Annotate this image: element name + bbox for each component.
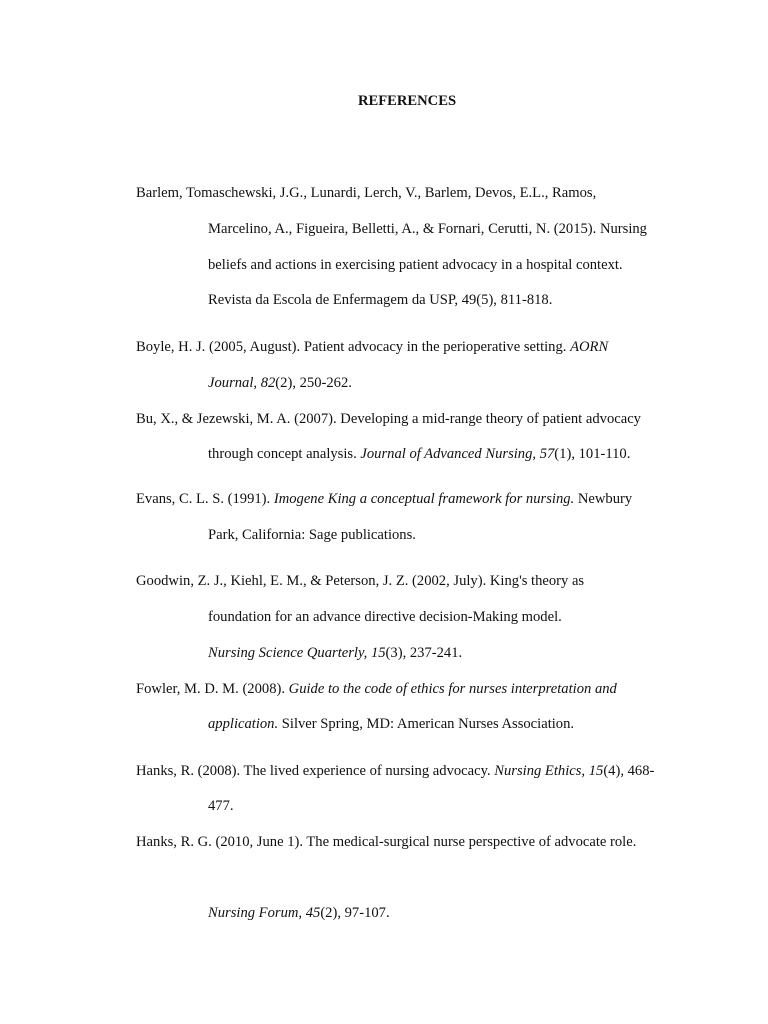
reference-line xyxy=(208,256,623,274)
reference-text: foundation for an advance directive decision-Making model. xyxy=(208,609,562,625)
reference-line xyxy=(136,762,654,780)
reference-text: Goodwin, Z. J., Kiehl, E. M., & Peterson, J. Z. (2002, July). King's theory as xyxy=(136,573,585,589)
reference-text: Bu, X., & Jezewski, M. A. (2007). Developing a mid-range theory of patient advocacy xyxy=(136,411,641,427)
reference-line xyxy=(136,490,632,508)
reference-text: Boyle, H. J. (2005, August). Patient advocacy in the perioperative setting. xyxy=(136,339,571,355)
reference-line xyxy=(208,374,352,392)
reference-text: (2), 97-107. xyxy=(320,905,390,921)
reference-text: Marcelino, A., Figueira, Belletti, A., & Fornari, Cerutti, N. (2015). Nursing xyxy=(208,221,647,237)
reference-text: (2), 250-262. xyxy=(275,375,352,391)
reference-line xyxy=(208,526,416,544)
journal-title: Journal, 82 xyxy=(208,375,276,391)
reference-line xyxy=(208,715,574,733)
reference-line xyxy=(136,833,636,851)
reference-text: Hanks, R. (2008). The lived experience of nursing advocacy. xyxy=(136,763,495,779)
reference-text: beliefs and actions in exercising patient advocacy in a hospital context. xyxy=(208,257,623,273)
reference-text: Evans, C. L. S. (1991). xyxy=(136,491,274,507)
journal-title: AORN xyxy=(570,339,609,355)
reference-text: Newbury xyxy=(574,491,633,507)
book-title: Guide to the code of ethics for nurses interpretation and xyxy=(288,681,617,697)
page-title: REFERENCES xyxy=(357,93,457,109)
reference-line xyxy=(208,644,462,662)
journal-title: Nursing Ethics, 15 xyxy=(494,763,604,779)
reference-line xyxy=(208,904,390,922)
reference-line xyxy=(136,572,584,590)
reference-line xyxy=(208,291,552,309)
reference-line xyxy=(136,410,641,428)
reference-text: Hanks, R. G. (2010, June 1). The medical-surgical nurse perspective of advocate role. xyxy=(136,834,637,850)
book-title: Imogene King a conceptual framework for nursing. xyxy=(273,491,575,507)
reference-line xyxy=(208,220,647,238)
reference-line xyxy=(208,445,630,463)
reference-text: (4), 468- xyxy=(603,763,655,779)
reference-text: Fowler, M. D. M. (2008). xyxy=(136,681,289,697)
reference-line xyxy=(136,680,617,698)
journal-title: Nursing Science Quarterly, 15 xyxy=(208,645,386,661)
reference-text: Park, California: Sage publications. xyxy=(208,527,416,543)
reference-text: (3), 237-241. xyxy=(385,645,463,661)
reference-line xyxy=(136,338,608,356)
journal-title: Nursing Forum, 45 xyxy=(208,905,321,921)
reference-line xyxy=(208,797,234,815)
reference-text: 477. xyxy=(208,798,234,814)
reference-line xyxy=(208,608,562,626)
journal-title: Journal of Advanced Nursing, 57 xyxy=(360,446,555,462)
reference-text: through concept analysis. xyxy=(208,446,361,462)
reference-text: Silver Spring, MD: American Nurses Association. xyxy=(278,716,575,732)
reference-text: (1), 101-110. xyxy=(554,446,631,462)
reference-line xyxy=(136,184,596,202)
book-title: application. xyxy=(208,716,279,732)
reference-text: Revista da Escola de Enfermagem da USP, 49(5), 811-818. xyxy=(208,292,553,308)
reference-text: Barlem, Tomaschewski, J.G., Lunardi, Lerch, V., Barlem, Devos, E.L., Ramos, xyxy=(136,185,597,201)
